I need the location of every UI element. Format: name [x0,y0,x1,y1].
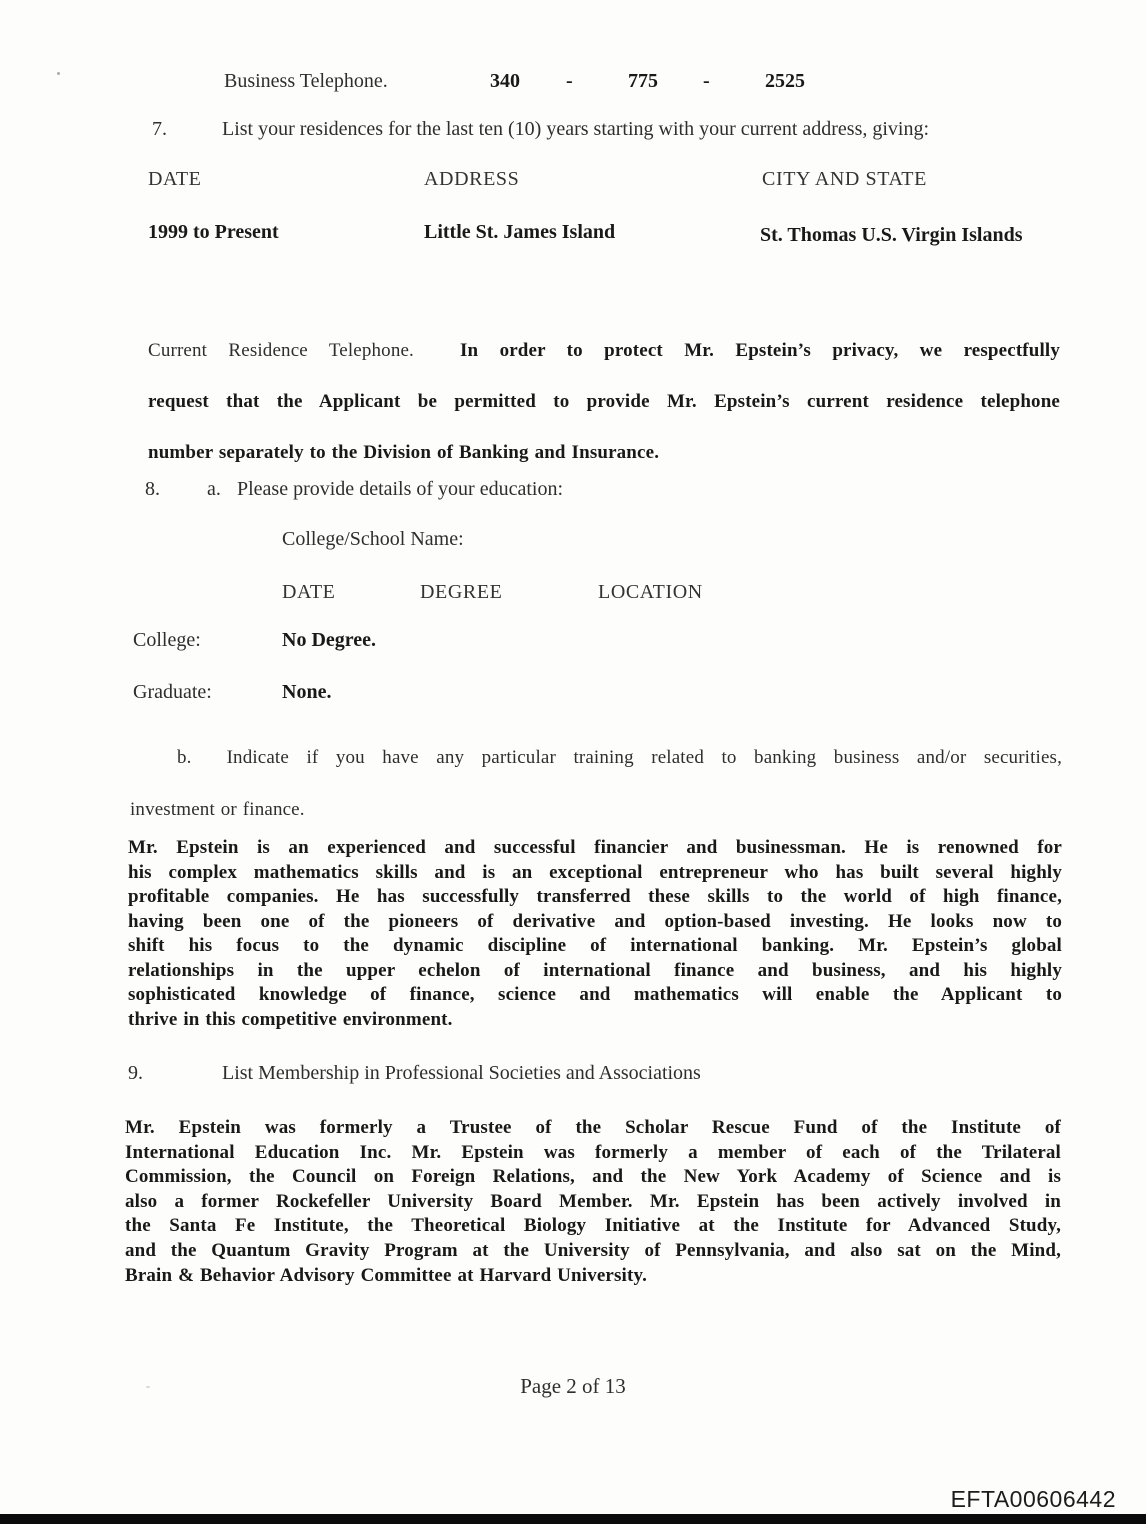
question-line [130,732,1062,784]
answer-line: Brain & Behavior Advisory Committee at Harvard University. [125,1264,647,1286]
phone-dash: - [566,70,573,92]
answer-line: his complex mathematics skills and is an exceptional entrepreneur who has built several highly [128,861,1062,883]
answer-line: Mr. Epstein is an experienced and successful financier and businessman. He is renowned for [128,837,1062,858]
item8a-question: Please provide details of your education: [237,478,564,500]
business-telephone-area-code: 340 [490,70,520,92]
answer-line: In order to protect Mr. Epstein’s privacy, we respectfully [459,340,1060,361]
answer-line: sophisticated knowledge of finance, science and mathematics will enable the Applicant to [128,984,1062,1005]
item8-number: 8. [145,478,160,500]
education-row-graduate [0,681,1146,709]
paragraph-line [148,325,1060,376]
college-label: College: [133,629,201,651]
item7-number: 7. [152,118,167,140]
education-col-degree: DEGREE [420,581,503,603]
answer-line: and the Quantum Gravity Program at the University of Pennsylvania, and also sat on the Mind, [125,1239,1061,1261]
residence-address-value: Little St. James Island [424,221,616,243]
answer-line: profitable companies. He has successfully transferred these skills to the world of high finance, [128,886,1062,907]
residence-table-row [0,221,1146,249]
answer-line: Commission, the Council on Foreign Relations, and the New York Academy of Science and is [125,1166,1061,1188]
question-line-text: investment or finance. [130,799,305,820]
residence-col-address: ADDRESS [424,168,520,190]
business-telephone-label: Business Telephone. [224,70,388,92]
page-indicator: Page 2 of 13 [520,1374,626,1398]
answer-line: shift his focus to the dynamic discipline of international banking. Mr. Epstein’s global [128,935,1062,956]
question-line-text: Indicate if you have any particular training related to banking business and/or securities, [226,747,1062,768]
answer-line: International Education Inc. Mr. Epstein was formerly a member of each of the Trilateral [125,1141,1061,1163]
education-header-row [0,581,1146,609]
education-row-college [0,629,1146,657]
item8b-question [130,732,1062,836]
residence-city-state-value: St. Thomas U.S. Virgin Islands [760,224,1023,246]
item9-answer-paragraph [125,1116,1061,1288]
item8a-question-row [0,478,1146,506]
answer-line: number separately to the Division of Banking and Insurance. [148,442,660,463]
current-residence-telephone-label: Current Residence Telephone. [148,340,414,361]
answer-line: having been one of the pioneers of derivative and option-based investing. He looks now to [128,910,1062,932]
answer-line: relationships in the upper echelon of international finance and business, and his highly [128,959,1062,981]
phone-dash: - [703,70,710,92]
item8b-letter: b. [177,747,192,768]
current-residence-telephone-paragraph [148,325,1060,478]
answer-line: request that the Applicant be permitted to provide Mr. Epstein’s current residence telephone [148,391,1060,412]
item7-question-row [0,118,1146,146]
graduate-answer: None. [282,681,332,703]
residence-table-header-row [0,168,1146,196]
college-school-name-label: College/School Name: [282,528,464,550]
item9-question-row [0,1062,1146,1090]
item7-question: List your residences for the last ten (10) years starting with your current address, giving: [222,118,930,140]
residence-date-value: 1999 to Present [148,221,279,243]
bates-number: EFTA00606442 [950,1486,1116,1512]
answer-line: thrive in this competitive environment. [128,1008,453,1030]
graduate-label: Graduate: [133,681,212,703]
scan-bottom-bar [0,1514,1146,1524]
business-telephone-prefix: 775 [628,70,658,92]
business-telephone-row [0,70,1146,98]
residence-col-date: DATE [148,168,202,190]
answer-line: Mr. Epstein was formerly a Trustee of the Scholar Rescue Fund of the Institute of [125,1117,1061,1138]
college-answer: No Degree. [282,629,377,651]
item8b-answer-paragraph [128,836,1062,1032]
item9-question: List Membership in Professional Societies and Associations [222,1062,701,1084]
item8a-letter: a. [207,478,221,500]
item9-number: 9. [128,1062,143,1084]
business-telephone-line: 2525 [765,70,805,92]
education-col-location: LOCATION [598,581,703,603]
residence-col-city-state: CITY AND STATE [762,168,927,190]
education-col-date: DATE [282,581,336,603]
answer-line: the Santa Fe Institute, the Theoretical Biology Initiative at the Institute for Advanced Study, [125,1215,1061,1237]
answer-line: also a former Rockefeller University Board Member. Mr. Epstein has been actively involved in [125,1190,1061,1212]
